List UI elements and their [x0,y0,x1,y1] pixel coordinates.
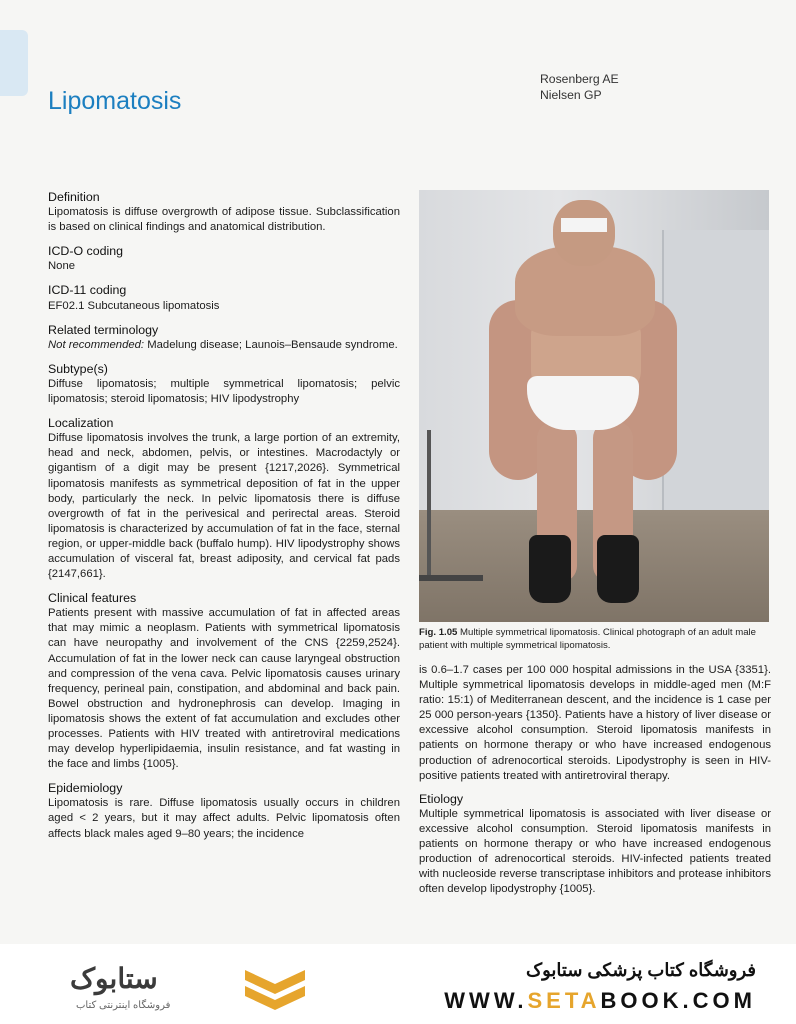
section-body: Patients present with massive accumulation of fat in affected areas that may mimic a neoplasm. Patients with symmetrical lipomatosis can have neuropathy and involvement of the CNS {2259,2524}. Accumulation of fat in the lower neck can cause laryngeal obstruction and compression of the vena cava. Pelvic lipomatosis causes urinary frequency, perineal pain, constipation, and abdominal and back pain. Bowel obstruction and hydronephrosis can develop. Imaging in lipomatosis shows the extent of fat accumulation and excludes other processes. Patients with HIV treated with antiretroviral medications may develop hyperlipidaemia, insulin resistance, and fat wasting in the face and limbs {1005}. [48,607,400,771]
section-heading: Subtype(s) [48,361,108,376]
section-heading: ICD-O coding [48,244,124,259]
section-icd11 [48,283,400,313]
logo-wordmark: ستابوک [70,963,158,994]
patient-head [553,200,615,266]
store-url [444,988,756,1014]
logo-subtitle: فروشگاه اینترنتی کتاب [76,1000,171,1011]
section-heading: Localization [48,416,114,431]
section-subtypes [48,362,400,407]
terminology-text: Madelung disease; Launois–Bensaude syndrome. [144,338,398,351]
author-1: Rosenberg AE [540,72,619,86]
page-title: Lipomatosis [48,86,182,115]
section-heading-etiology: Etiology [419,791,464,806]
url-accent: SETA [527,988,601,1013]
section-heading: ICD-11 coding [48,283,127,298]
epidemiology-continued: is 0.6–1.7 cases per 100 000 hospital admissions in the USA {3351}. Multiple symmetrical lipomatosis develops in middle-aged men (M:F ratio: 15:1) of Mediterranean descent, and the incidence is 1 case per 25 000 person-years {1350}. Patients have a history of liver disease or excessive alcohol consumption. Steroid lipomatosis manifests in patients on hormone therapy or who have increased endogenous production of adrenocortical steroids. Lipodystrophy is seen in HIV-positive patients treated with antiretroviral therapy. [419,664,771,782]
figure-caption-text: Multiple symmetrical lipomatosis. Clinical photograph of an adult male patient with multiple symmetrical lipomatosis. [419,627,756,651]
chevron-logo-icon [240,962,310,1014]
not-recommended-label: Not recommended: [48,338,145,351]
section-body: EF02.1 Subcutaneous lipomatosis [48,299,220,312]
clinical-photograph [419,190,769,622]
section-localization [48,416,400,582]
setabook-logo [60,962,230,1014]
photo-iv-stand-base [419,575,483,581]
section-heading: Epidemiology [48,781,123,796]
section-body: Lipomatosis is rare. Diffuse lipomatosis usually occurs in children aged < 2 years, but it may affect adults. Pelvic lipomatosis often affects black males aged 9–80 years; the incidence [48,797,400,840]
section-epidemiology [48,781,400,841]
patient-right-sock [597,535,639,603]
section-heading: Definition [48,190,100,204]
right-column [419,663,771,905]
author-list [540,71,619,103]
section-body [48,338,400,353]
patient-left-sock [529,535,571,603]
section-heading: Related terminology [48,322,159,337]
chapter-tab [0,30,28,96]
patient-briefs [527,376,639,430]
section-clinical-features [48,591,400,772]
section-body: Diffuse lipomatosis involves the trunk, a large portion of an extremity, head and neck, abdomen, pelvis, or intestines. Macrodactyly or gigantism of a digit may be present {1217,2026}. Symmetrical lipomatosis manifests as symmetrical deposition of fat in the upper body, particularly the neck. In pelvic lipomatosis there is diffuse overgrowth of fat in the perivesical and perirectal areas. Steroid lipomatosis is characterized by accumulation of fat in the face, sternal region, or upper-middle back (buffalo hump). HIV lipodystrophy shows accumulation of visceral fat, breast adiposity, and cervical fat pads {2147,661}. [48,432,400,581]
section-terminology [48,323,400,353]
photo-cabinet [662,230,769,530]
watermark-banner [0,944,796,1024]
section-body: Diffuse lipomatosis; multiple symmetrical lipomatosis; pelvic lipomatosis; steroid lipomatosis; HIV lipodystrophy [48,377,400,406]
url-suffix: BOOK.COM [600,988,756,1013]
section-body: None [48,260,76,273]
eye-censor-bar [561,218,607,232]
section-definition [48,190,400,235]
section-body: Lipomatosis is diffuse overgrowth of adipose tissue. Subclassification is based on clinical findings and anatomical distribution. [48,206,400,234]
figure-caption [419,627,771,652]
store-name: فروشگاه کتاب پزشکی ستابوک [526,960,756,980]
section-icdo [48,244,400,274]
url-prefix: WWW. [444,988,528,1013]
section-heading: Clinical features [48,591,137,606]
figure-label: Fig. 1.05 [419,627,458,638]
photo-iv-stand [427,430,431,580]
author-2: Nielsen GP [540,88,602,102]
etiology-body: Multiple symmetrical lipomatosis is associated with liver disease or excessive alcohol consumption. Steroid lipomatosis manifests in patients on hormone therapy or who have increased endogenous production of adrenocortical steroids. HIV-infected patients treated with nucleoside reverse transcriptase inhibitors and protease inhibitors often develop lipodystrophy {1005}. [419,807,771,896]
left-column [48,190,400,851]
